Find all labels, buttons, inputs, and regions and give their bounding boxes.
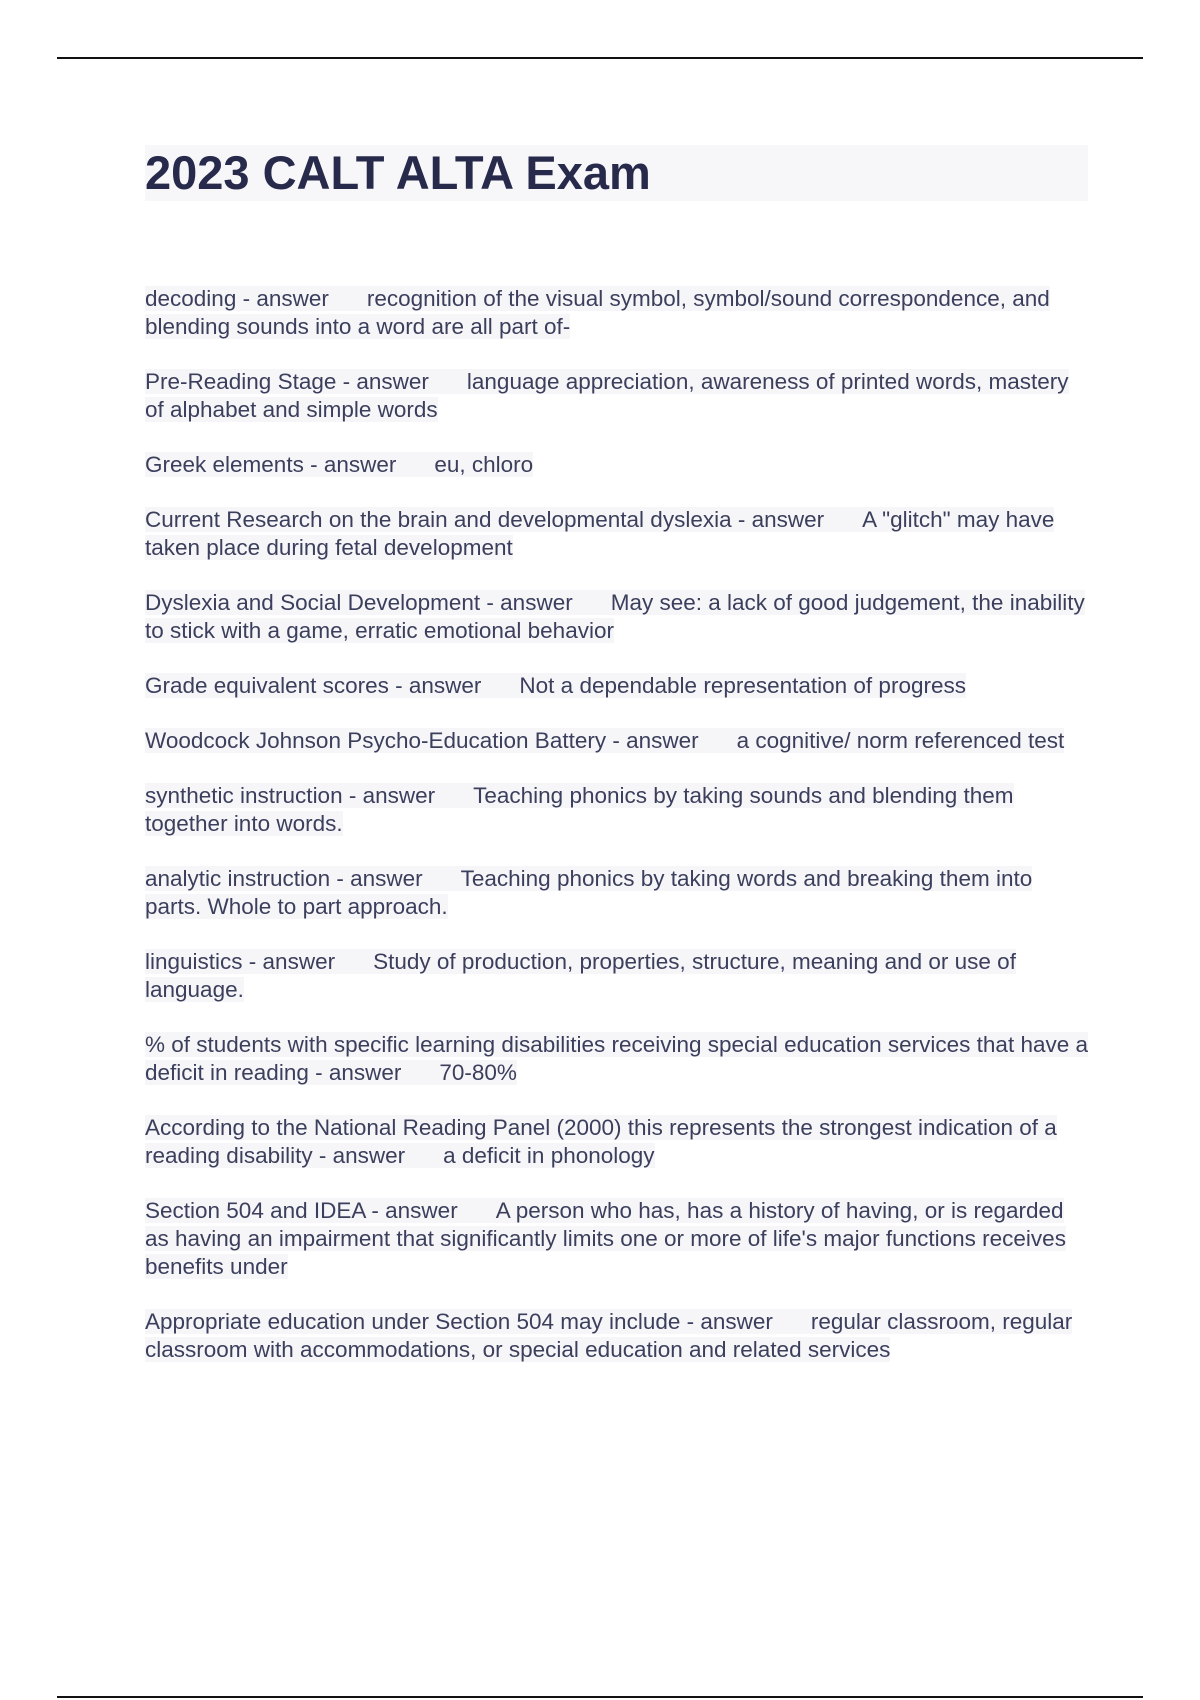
bottom-rule — [57, 1696, 1143, 1698]
qa-term: Current Research on the brain and developmental dyslexia — [145, 507, 732, 532]
answer-label: - answer — [365, 1198, 458, 1223]
answer-label: - answer — [242, 949, 336, 974]
qa-answer: eu, chloro — [434, 452, 534, 477]
qa-item — [145, 589, 1090, 645]
qa-item — [145, 506, 1090, 562]
qa-item — [145, 948, 1090, 1004]
qa-answer: regular classroom, regular classroom with accommodations, or special education and related services — [145, 1309, 1073, 1362]
qa-item — [145, 727, 1090, 755]
qa-item — [145, 368, 1090, 424]
qa-term: Woodcock Johnson Psycho-Education Battery — [145, 728, 607, 753]
answer-label: - answer — [308, 1060, 402, 1085]
qa-answer: a cognitive/ norm referenced test — [736, 728, 1065, 753]
answer-label: - answer — [388, 673, 482, 698]
answer-label: - answer — [312, 1143, 406, 1168]
qa-term: Appropriate education under Section 504 may include — [145, 1309, 681, 1334]
answer-label: - answer — [236, 286, 329, 311]
qa-term: Pre-Reading Stage — [145, 369, 337, 394]
answer-label: - answer — [680, 1309, 773, 1334]
qa-term: analytic instruction — [145, 866, 331, 891]
answer-label: - answer — [606, 728, 699, 753]
qa-answer: language appreciation, awareness of printed words, mastery of alphabet and simple words — [145, 369, 1069, 422]
qa-item — [145, 1197, 1090, 1281]
qa-answer: recognition of the visual symbol, symbol/sound correspondence, and blending sounds into a word are all part of- — [145, 286, 1050, 339]
qa-term: According to the National Reading Panel (2000) this represents the strongest indication of a reading disability — [145, 1115, 1057, 1168]
qa-answer: May see: a lack of good judgement, the inability to stick with a game, erratic emotional behavior — [145, 590, 1085, 643]
qa-item — [145, 865, 1090, 921]
answer-label: - answer — [731, 507, 825, 532]
answer-label: - answer — [480, 590, 573, 615]
page-title: 2023 CALT ALTA Exam — [145, 145, 1088, 201]
qa-term: % of students with specific learning disabilities receiving special education services that have a deficit in reading — [145, 1032, 1089, 1085]
top-rule — [57, 57, 1143, 59]
answer-label: - answer — [330, 866, 423, 891]
qa-answer: a deficit in phonology — [443, 1143, 655, 1168]
qa-term: Section 504 and IDEA — [145, 1198, 366, 1223]
answer-label: - answer — [303, 452, 397, 477]
qa-term: Dyslexia and Social Development — [145, 590, 481, 615]
qa-answer: A person who has, has a history of having, or is regarded as having an impairment that significantly limits one or more of life's major functions receives benefits under — [145, 1198, 1066, 1279]
qa-term: synthetic instruction — [145, 783, 343, 808]
qa-term: decoding — [145, 286, 237, 311]
qa-answer: Not a dependable representation of progress — [519, 673, 966, 698]
qa-answer: A "glitch" may have taken place during fetal development — [145, 507, 1055, 560]
answer-label: - answer — [342, 783, 436, 808]
qa-item — [145, 782, 1090, 838]
qa-term: Greek elements — [145, 452, 304, 477]
qa-item — [145, 1114, 1090, 1170]
answer-label: - answer — [336, 369, 429, 394]
qa-term: linguistics — [145, 949, 243, 974]
qa-answer: 70-80% — [439, 1060, 517, 1085]
qa-answer: Teaching phonics by taking words and breaking them into parts. Whole to part approach. — [145, 866, 1033, 919]
qa-item — [145, 1031, 1090, 1087]
qa-item — [145, 285, 1090, 341]
qa-term: Grade equivalent scores — [145, 673, 389, 698]
qa-item — [145, 672, 1090, 700]
qa-list — [145, 285, 1090, 1391]
qa-item — [145, 1308, 1090, 1364]
qa-item — [145, 451, 1090, 479]
qa-answer: Study of production, properties, structure, meaning and or use of language. — [145, 949, 1016, 1002]
qa-answer: Teaching phonics by taking sounds and blending them together into words. — [145, 783, 1014, 836]
